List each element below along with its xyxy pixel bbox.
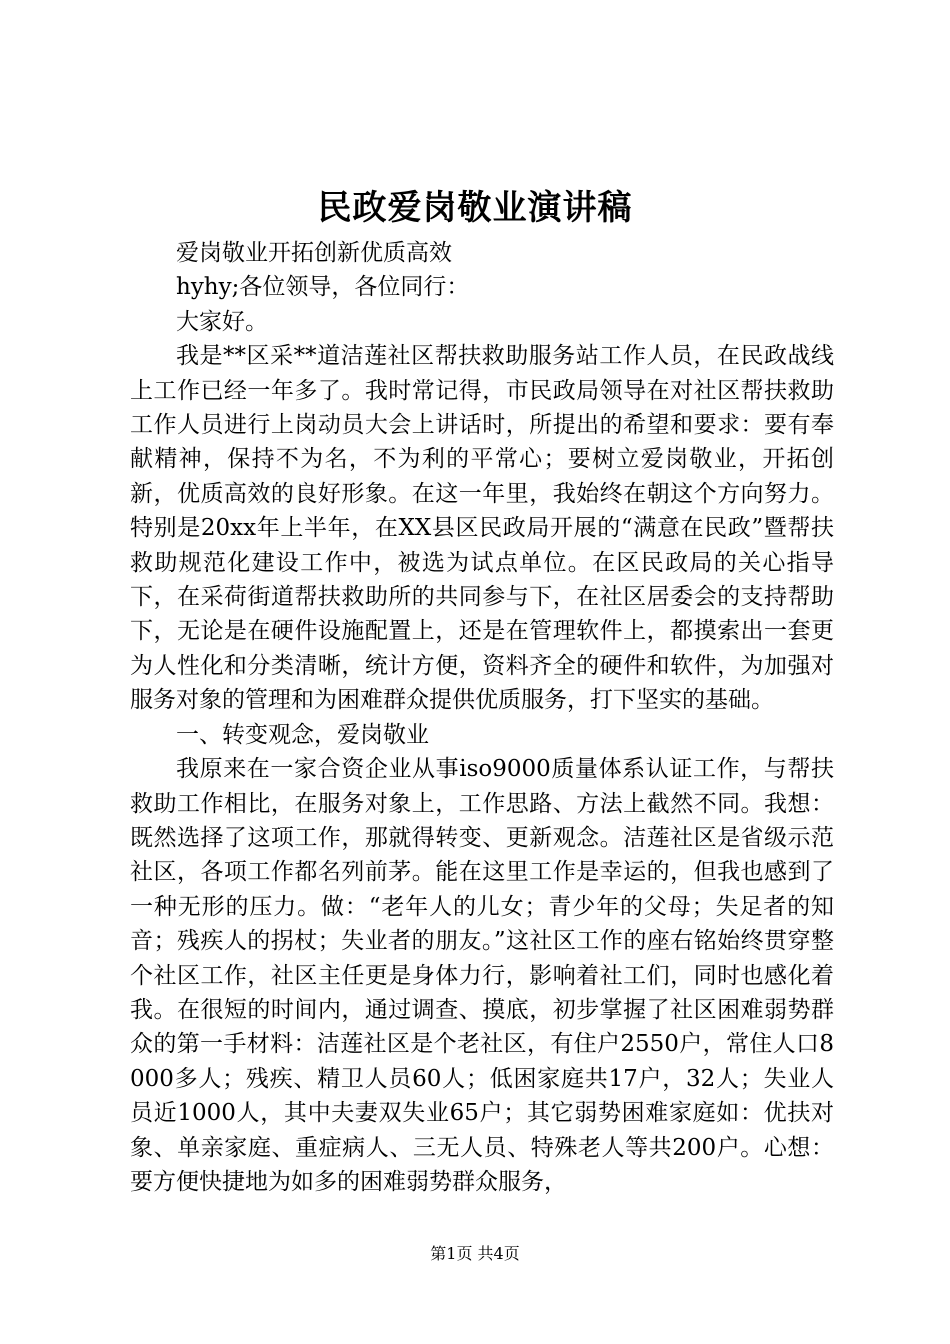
paragraph-introduction: 我是**区采**道洁莲社区帮扶救助服务站工作人员，在民政战线上工作已经一年多了。我时常记得，市民政局领导在对社区帮扶救助工作人员进行上岗动员大会上讲话时，所提出的希望和要求：要有奉献精神，保持不为名，不为利的平常心；要树立爱岗敬业，开拓创新，优质高效的良好形象。在这一年里，我始终在朝这个方向努力。特别是20xx年上半年，在XX县区民政局开展的“满意在民政”暨帮扶救助规范化建设工作中，被选为试点单位。在区民政局的关心指导下，在采荷街道帮扶救助所的共同参与下，在社区居委会的支持帮助下，无论是在硬件设施配置上，还是在管理软件上，都摸索出一套更为人性化和分类清晰，统计方便，资料齐全的硬件和软件，为加强对服务对象的管理和为困难群众提供优质服务，打下坚实的基础。 xyxy=(130,343,834,714)
paragraph-section-1: 我原来在一家合资企业从事iso9000质量体系认证工作，与帮扶救助工作相比，在服务对象上，工作思路、方法上截然不同。我想：既然选择了这项工作，那就得转变、更新观念。洁莲社区是省级示范社区，各项工作都名列前茅。能在这里工作是幸运的，但我也感到了一种无形的压力。做：“老年人的儿女；青少年的父母；失足者的知音；残疾人的拐杖；失业者的朋友。”这社区工作的座右铭始终贯穿整个社区工作，社区主任更是身体力行，影响着社工们，同时也感化着我。在很短的时间内，通过调查、摸底，初步掌握了社区困难弱势群众的第一手材料：洁莲社区是个老社区，有住户2550户，常住人口8000多人；残疾、精卫人员60人；低困家庭共17户，32人；失业人员近1000人，其中夫妻双失业65户；其它弱势困难家庭如：优扶对象、单亲家庭、重症病人、三无人员、特殊老人等共200户。心想：要方便快捷地为如多的困难弱势群众服务， xyxy=(130,756,834,1195)
paragraph-subtitle: 爱岗敬业开拓创新优质高效 xyxy=(176,240,452,266)
document-title: 民政爱岗敬业演讲稿 xyxy=(317,188,633,228)
page-number-footer: 第1页 共4页 xyxy=(430,1244,520,1263)
section-heading-1: 一、转变观念，爱岗敬业 xyxy=(176,721,429,748)
paragraph-greeting: 大家好。 xyxy=(176,308,268,335)
paragraph-salutation: hyhy;各位领导，各位同行： xyxy=(176,274,470,301)
document-body xyxy=(130,236,834,1199)
